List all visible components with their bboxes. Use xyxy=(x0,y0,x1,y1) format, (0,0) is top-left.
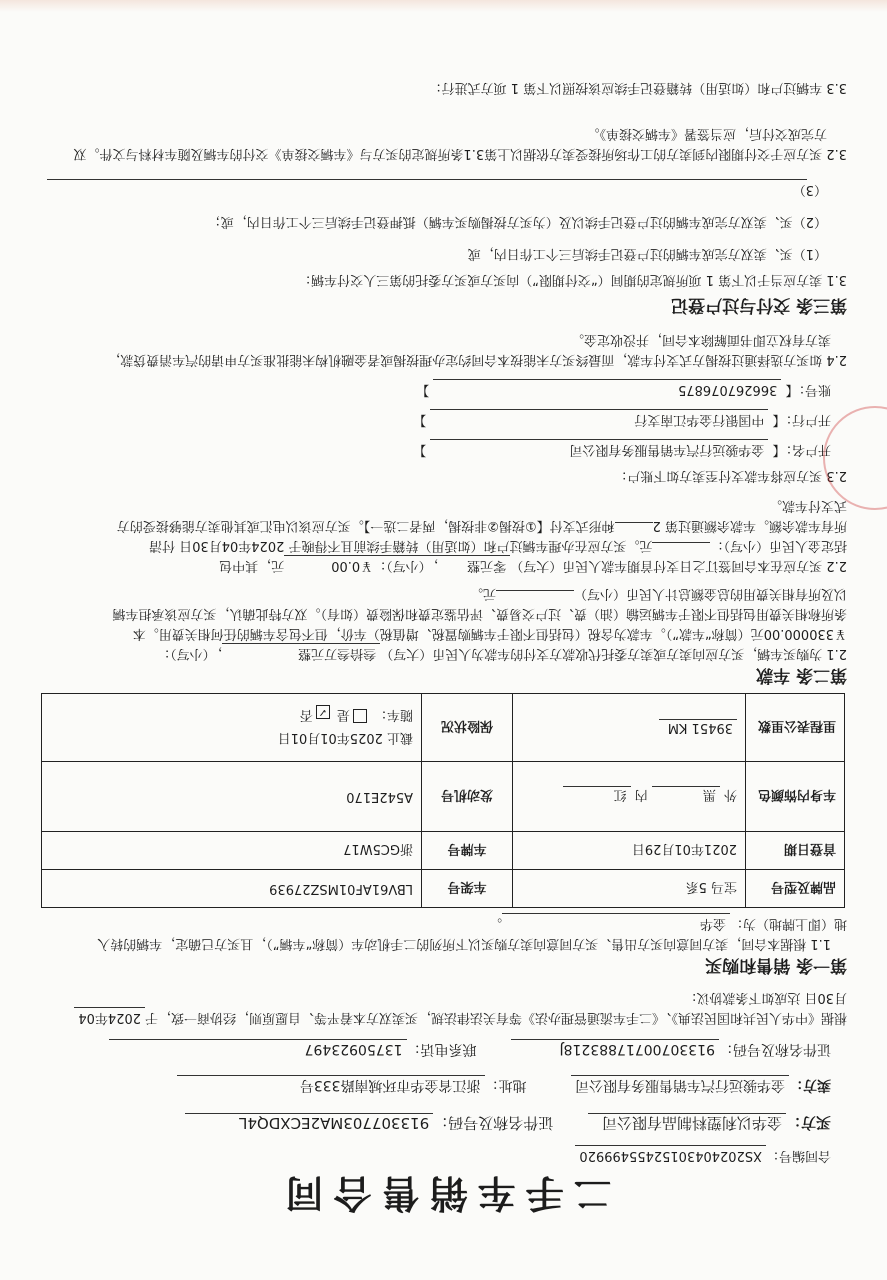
clause-2-1-line-3: 条所称相关费用包括但不限于车辆运输（油）费、过户交易费、评估鉴定费和保险费（如有）。双方特此确认，买方应该承担车辆 xyxy=(112,606,847,621)
table-row: 里程表公里数 39451 KM 保险状况 截止 2025年01月01日 随车： 是 ✓否 xyxy=(42,694,845,762)
article-3-heading: 第三条 交付与过户登记 xyxy=(671,295,847,315)
seller-phone: 13750923497 xyxy=(109,1039,407,1058)
clause-3-1-option-2: （2）买、卖双方完成车辆的过户登记手续以及（为买方按揭购买车辆）抵押登记手续后三个工作日内，或； xyxy=(207,214,827,229)
contract-number-row: 合同编号：XS20240430152455499920 xyxy=(575,1145,831,1164)
buyer-row: 买方：金华以利塑料制品有限公司 证件名称及号码：913307703MA2ECXDQ4L xyxy=(185,1113,831,1132)
clause-2-2-line-3: 所有车款余额。车款余额通过第 2种形式支付【①按揭②非按揭，两者二选一】。买方应该以电汇或其他卖方能够接受的方 xyxy=(116,518,847,533)
clause-1-1: 1.1 根据本合同，卖方同意向买方出售、买方同意向卖方购买以下所列的二手机动车（简称“车辆”），且买方已确定，车辆的转入 xyxy=(97,936,831,951)
clause-2-3: 2.3 买方应将车款支付至卖方如下账户： xyxy=(614,468,847,483)
clause-2-1-line-4: 以及所有相关费用的总金额总计人民币（小写）元。 xyxy=(469,586,847,601)
table-row: 车身内饰颜色 外 黑 内 红 发动机号 A542E170 xyxy=(42,762,845,832)
clause-1-1-city-row: 地（即上牌地）为：金华。 xyxy=(489,913,847,932)
transfer-insurance-choice: 随车： 是 ✓否 xyxy=(299,706,413,723)
contract-title: 二手车销售合同 xyxy=(275,1171,612,1216)
seller-id: 91330700717883218J xyxy=(511,1039,719,1058)
seller-address: 浙江省金华市环城南路333号 xyxy=(177,1075,485,1094)
account-name-row: 开户名：【 金华骏远行汽车销售服务有限公司 】 xyxy=(413,439,831,458)
company-seal-partial xyxy=(823,406,887,510)
checkbox-no-checked: ✓ xyxy=(316,706,330,720)
total-price: ￥330000.00 xyxy=(763,626,847,641)
clause-3-1: 3.1 卖方应当于以下第 1 项所规定的期间（“交付期限”）向买方或买方委托的第三人交付车辆： xyxy=(298,272,847,287)
checkbox-yes xyxy=(353,710,367,724)
clause-2-4-line-2: 卖方有权立即书面解除本合同，并没收定金。 xyxy=(570,332,831,347)
table-row: 品牌及型号 宝马 5系 车架号 LBV61AF01MSZ27939 xyxy=(42,870,845,908)
seller-row: 卖方：金华骏远行汽车销售服务有限公司 地址：浙江省金华市环城南路333号 xyxy=(177,1075,831,1094)
clause-3-1-option-3: （3） xyxy=(792,182,827,197)
account-number: 366267076875 xyxy=(433,379,781,398)
vehicle-info-table xyxy=(41,693,845,908)
clause-2-1-line-1: 2.1 为购买车辆，买方应向卖方或卖方委托代收款方支付的车款为人民币（大写）叁拾叁万元整，（小写）： xyxy=(157,643,847,662)
account-name: 金华骏远行汽车销售服务有限公司 xyxy=(430,439,768,458)
plate-city: 金华 xyxy=(502,913,730,932)
article-2-heading: 第二条 车款 xyxy=(756,665,847,685)
clause-3-1-option-1: （1）买、卖双方完成车辆的过户登记手续后三个工作日内，或 xyxy=(467,246,827,261)
clause-2-2-line-1: 2.2 买方应在本合同签订之日支付首期车款人民币（大写）零元整，（小写）：￥0.00元，其中包 xyxy=(219,555,847,574)
clause-2-2-line-4: 式支付车款。 xyxy=(768,498,847,513)
clause-3-2-line-1: 3.2 买方应于交付期限内到卖方的工作场所接受卖方依据以上第3.1条所规定的买方与《车辆交接单》交付的车辆及随车材料与文件。双 xyxy=(73,146,847,161)
seller-id-row: 证件名称及号码：91330700717883218J 联系电话：13750923497 xyxy=(109,1039,831,1058)
clause-2-1-line-2: ￥330000.00元（简称“车款”）。车款为含税（包括但不限于车辆购置税、增值税）车价，但不包含车辆的任何相关费用。本 xyxy=(132,626,847,641)
scan-edge-tint xyxy=(0,0,887,12)
article-1-heading: 第一条 销售和购买 xyxy=(705,955,847,975)
buyer-id: 913307703MA2ECXDQ4L xyxy=(185,1113,433,1132)
account-bank: 中国银行金华江南支行 xyxy=(430,409,768,428)
preamble-line-2: 月30日 达成如下条款协议: xyxy=(691,990,847,1005)
clause-3-2-line-2: 方完成交付后，应当签署《车辆交接单》。 xyxy=(586,126,827,141)
account-bank-row: 开户行：【 中国银行金华江南支行 】 xyxy=(413,409,831,428)
account-number-row: 账号：【 366267076875 】 xyxy=(416,379,831,398)
clause-3-3: 3.3 车辆过户和（如适用）转籍登记手续应该按照以下第 1 项方式进行： xyxy=(428,80,847,95)
seller-name: 金华骏远行汽车销售服务有限公司 xyxy=(571,1075,789,1094)
clause-2-4-line-1: 2.4 如买方选择通过按揭方式支付车款，而最终买方未能按本合同约定办理按揭或者金融机构未能批准买方申请的汽车消费贷款， xyxy=(107,352,847,367)
blank-line xyxy=(47,179,807,180)
clause-2-2-line-2: 括定金人民币（小写）：元。买方应在办理车辆过户和（如适用）转籍手续前且不得晚于 2024年04月30日 付清 xyxy=(149,538,847,553)
buyer-name: 金华以利塑料制品有限公司 xyxy=(588,1113,786,1132)
preamble-line-1: 根据《中华人民共和国民法典》、《二手车流通管理办法》等有关法律法规，买卖双方本着平等、自愿原则，经协商一致，于2024年04 xyxy=(74,1007,847,1026)
table-row: 首登日期 2021年01月29日 车牌号 浙GC5W17 xyxy=(42,832,845,870)
contract-number: XS20240430152455499920 xyxy=(575,1145,766,1164)
